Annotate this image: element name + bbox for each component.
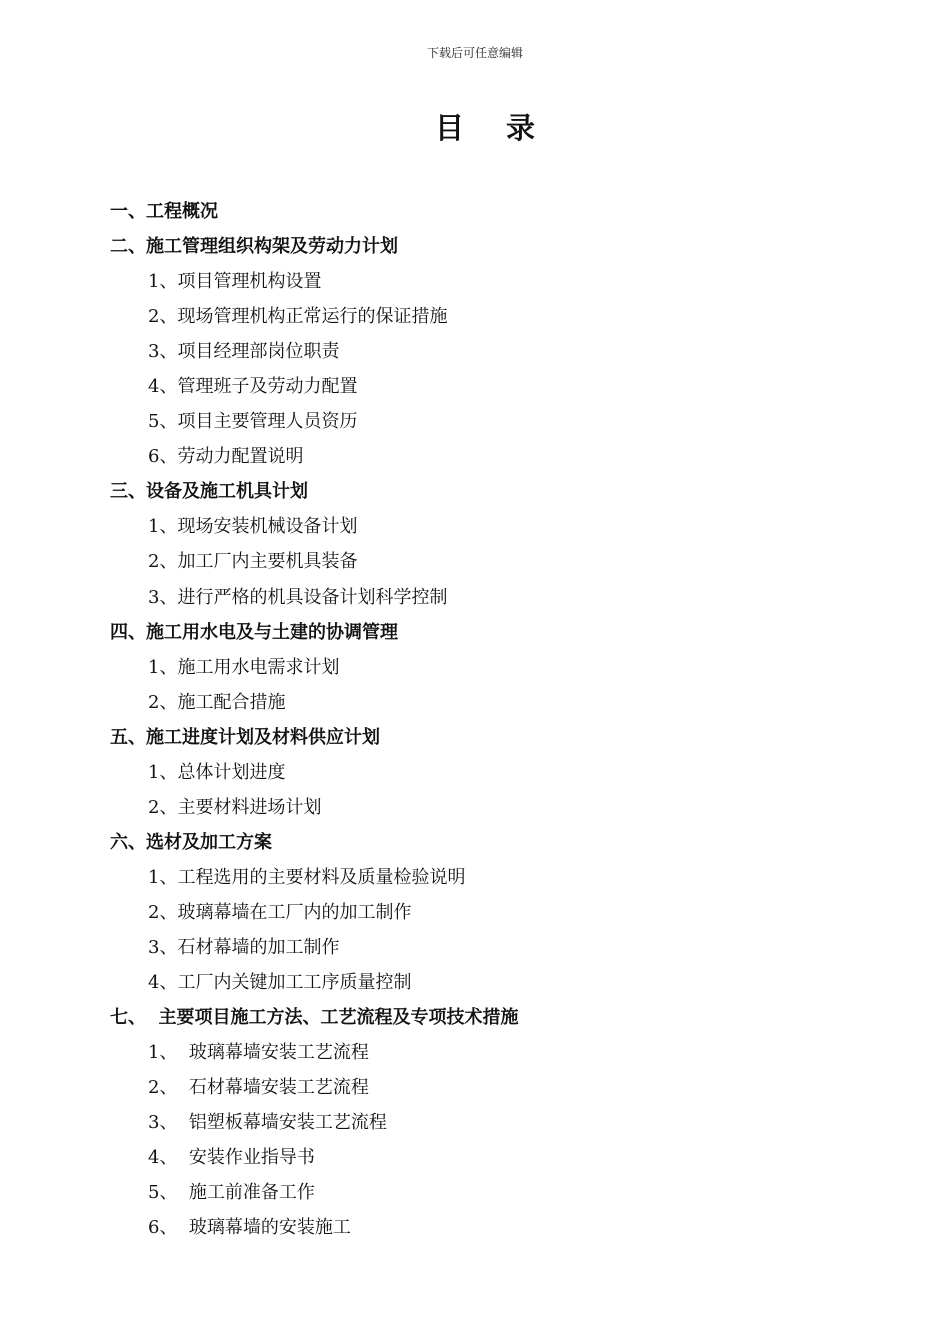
toc-section-heading: 六、选材及加工方案 [110, 831, 272, 853]
toc-item: 2、主要材料进场计划 [148, 796, 322, 818]
toc-item: 5、 施工前准备工作 [148, 1182, 315, 1204]
toc-item: 1、现场安装机械设备计划 [148, 516, 358, 538]
toc-item: 4、工厂内关键加工工序质量控制 [148, 972, 412, 994]
toc-item: 2、玻璃幕墙在工厂内的加工制作 [148, 901, 412, 923]
toc-section-heading: 七、 主要项目施工方法、工艺流程及专项技术措施 [110, 1007, 519, 1029]
toc-item: 1、施工用水电需求计划 [148, 656, 340, 678]
toc-item: 2、现场管理机构正常运行的保证措施 [148, 306, 448, 328]
toc-item: 2、施工配合措施 [148, 691, 286, 713]
toc-item: 3、 铝塑板幕墙安装工艺流程 [148, 1112, 387, 1134]
title-char-2: 录 [506, 111, 536, 145]
toc-item: 2、 石材幕墙安装工艺流程 [148, 1077, 369, 1099]
toc-section-heading: 一、工程概况 [110, 201, 218, 222]
toc-item: 4、管理班子及劳动力配置 [148, 376, 358, 398]
toc-item: 3、石材幕墙的加工制作 [148, 936, 340, 958]
toc-item: 3、进行严格的机具设备计划科学控制 [148, 586, 448, 608]
toc-item: 2、加工厂内主要机具装备 [148, 551, 358, 573]
header-note: 下载后可任意编辑 [426, 46, 523, 60]
toc-section-heading: 五、施工进度计划及材料供应计划 [110, 726, 380, 748]
toc-item: 3、项目经理部岗位职责 [148, 341, 340, 363]
toc-item: 5、项目主要管理人员资历 [148, 411, 358, 433]
toc-section-heading: 四、施工用水电及与土建的协调管理 [110, 621, 398, 643]
page-title [0, 106, 950, 147]
toc-section-heading: 三、设备及施工机具计划 [110, 481, 308, 503]
toc-item: 4、 安装作业指导书 [148, 1147, 315, 1169]
toc-item: 1、总体计划进度 [148, 761, 286, 783]
title-char-1: 目 [434, 111, 464, 145]
toc-item: 6、 玻璃幕墙的安装施工 [148, 1217, 351, 1239]
toc-item: 1、 玻璃幕墙安装工艺流程 [148, 1042, 369, 1064]
toc-item: 6、劳动力配置说明 [148, 446, 304, 468]
toc-section-heading: 二、施工管理组织构架及劳动力计划 [110, 236, 398, 258]
toc-item: 1、工程选用的主要材料及质量检验说明 [148, 866, 466, 888]
toc-item: 1、项目管理机构设置 [148, 271, 322, 293]
table-of-contents [0, 194, 950, 1245]
